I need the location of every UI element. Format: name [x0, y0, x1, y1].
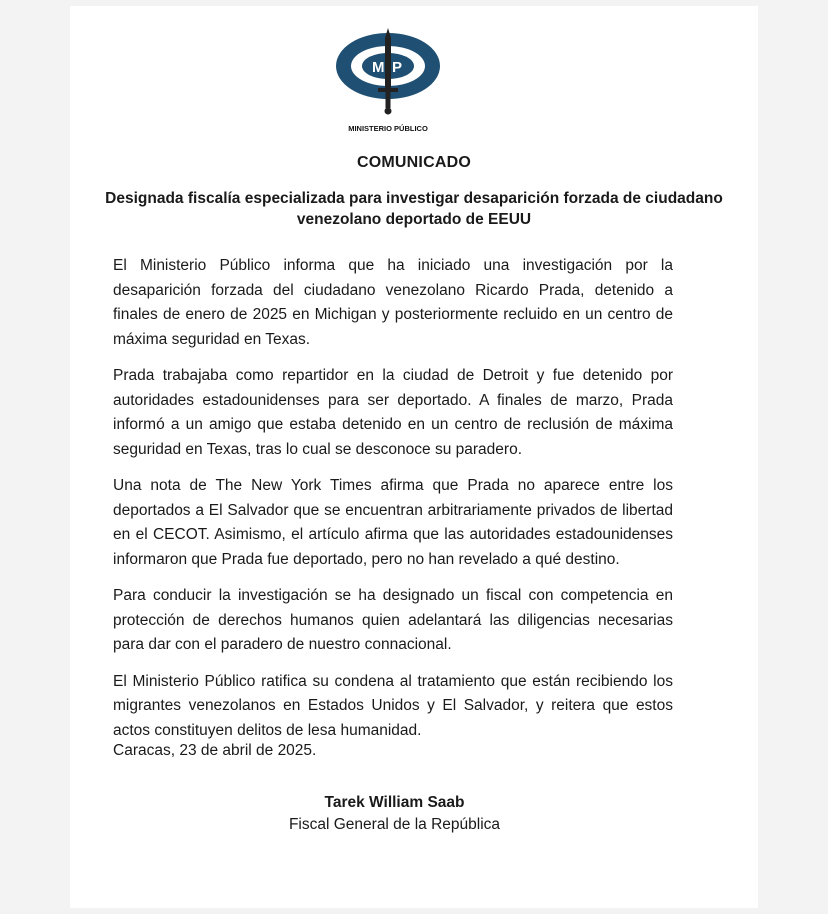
logo-caption: MINISTERIO PÚBLICO — [348, 124, 428, 133]
ministerio-publico-logo — [326, 24, 450, 136]
logo-initials-m: M — [372, 59, 385, 76]
body-paragraph: El Ministerio Público informa que ha iniciado una investigación por la desaparición forzada del ciudadano venezolano Ricardo Prada, detenido a finales de enero de 2025 en Michigan y posteriormente recluido en un centro de máxima seguridad en Texas. — [113, 257, 673, 348]
dateline: Caracas, 23 de abril de 2025. — [113, 742, 317, 759]
body-paragraph: Una nota de The New York Times afirma que Prada no aparece entre los deportados a El Salvador que se encuentran arbitrariamente privados de libertad en el CECOT. Asimismo, el artículo afirma que las autoridades estadounidenses informaron que Prada fue deportado, pero no han revelado a qué destino. — [113, 477, 673, 568]
body-paragraph: El Ministerio Público ratifica su condena al tratamiento que están recibiendo los migrantes venezolanos en Estados Unidos y El Salvador, y reitera que estos actos constituyen delitos de lesa humanidad. — [113, 672, 673, 739]
logo-initials-p: P — [392, 59, 403, 76]
body-paragraph: Prada trabajaba como repartidor en la ciudad de Detroit y fue detenido por autoridades estadounidenses para ser deportado. A finales de marzo, Prada informó a un amigo que estaba detenido en un centro de reclusión de máxima seguridad en Texas, tras lo cual se desconoce su paradero. — [113, 367, 673, 458]
page-title: COMUNICADO — [357, 154, 471, 171]
signatory-title: Fiscal General de la República — [288, 816, 501, 833]
document-body — [113, 254, 673, 755]
document-subtitle: Designada fiscalía especializada para investigar desaparición forzada de ciudadano venezolano deportado de EEUU — [105, 190, 723, 228]
body-paragraph: Para conducir la investigación se ha designado un fiscal con competencia en protección de derechos humanos quien adelantará las diligencias necesarias para dar con el paradero de nuestro connacional. — [113, 587, 673, 653]
signatory-name: Tarek William Saab — [324, 794, 465, 811]
